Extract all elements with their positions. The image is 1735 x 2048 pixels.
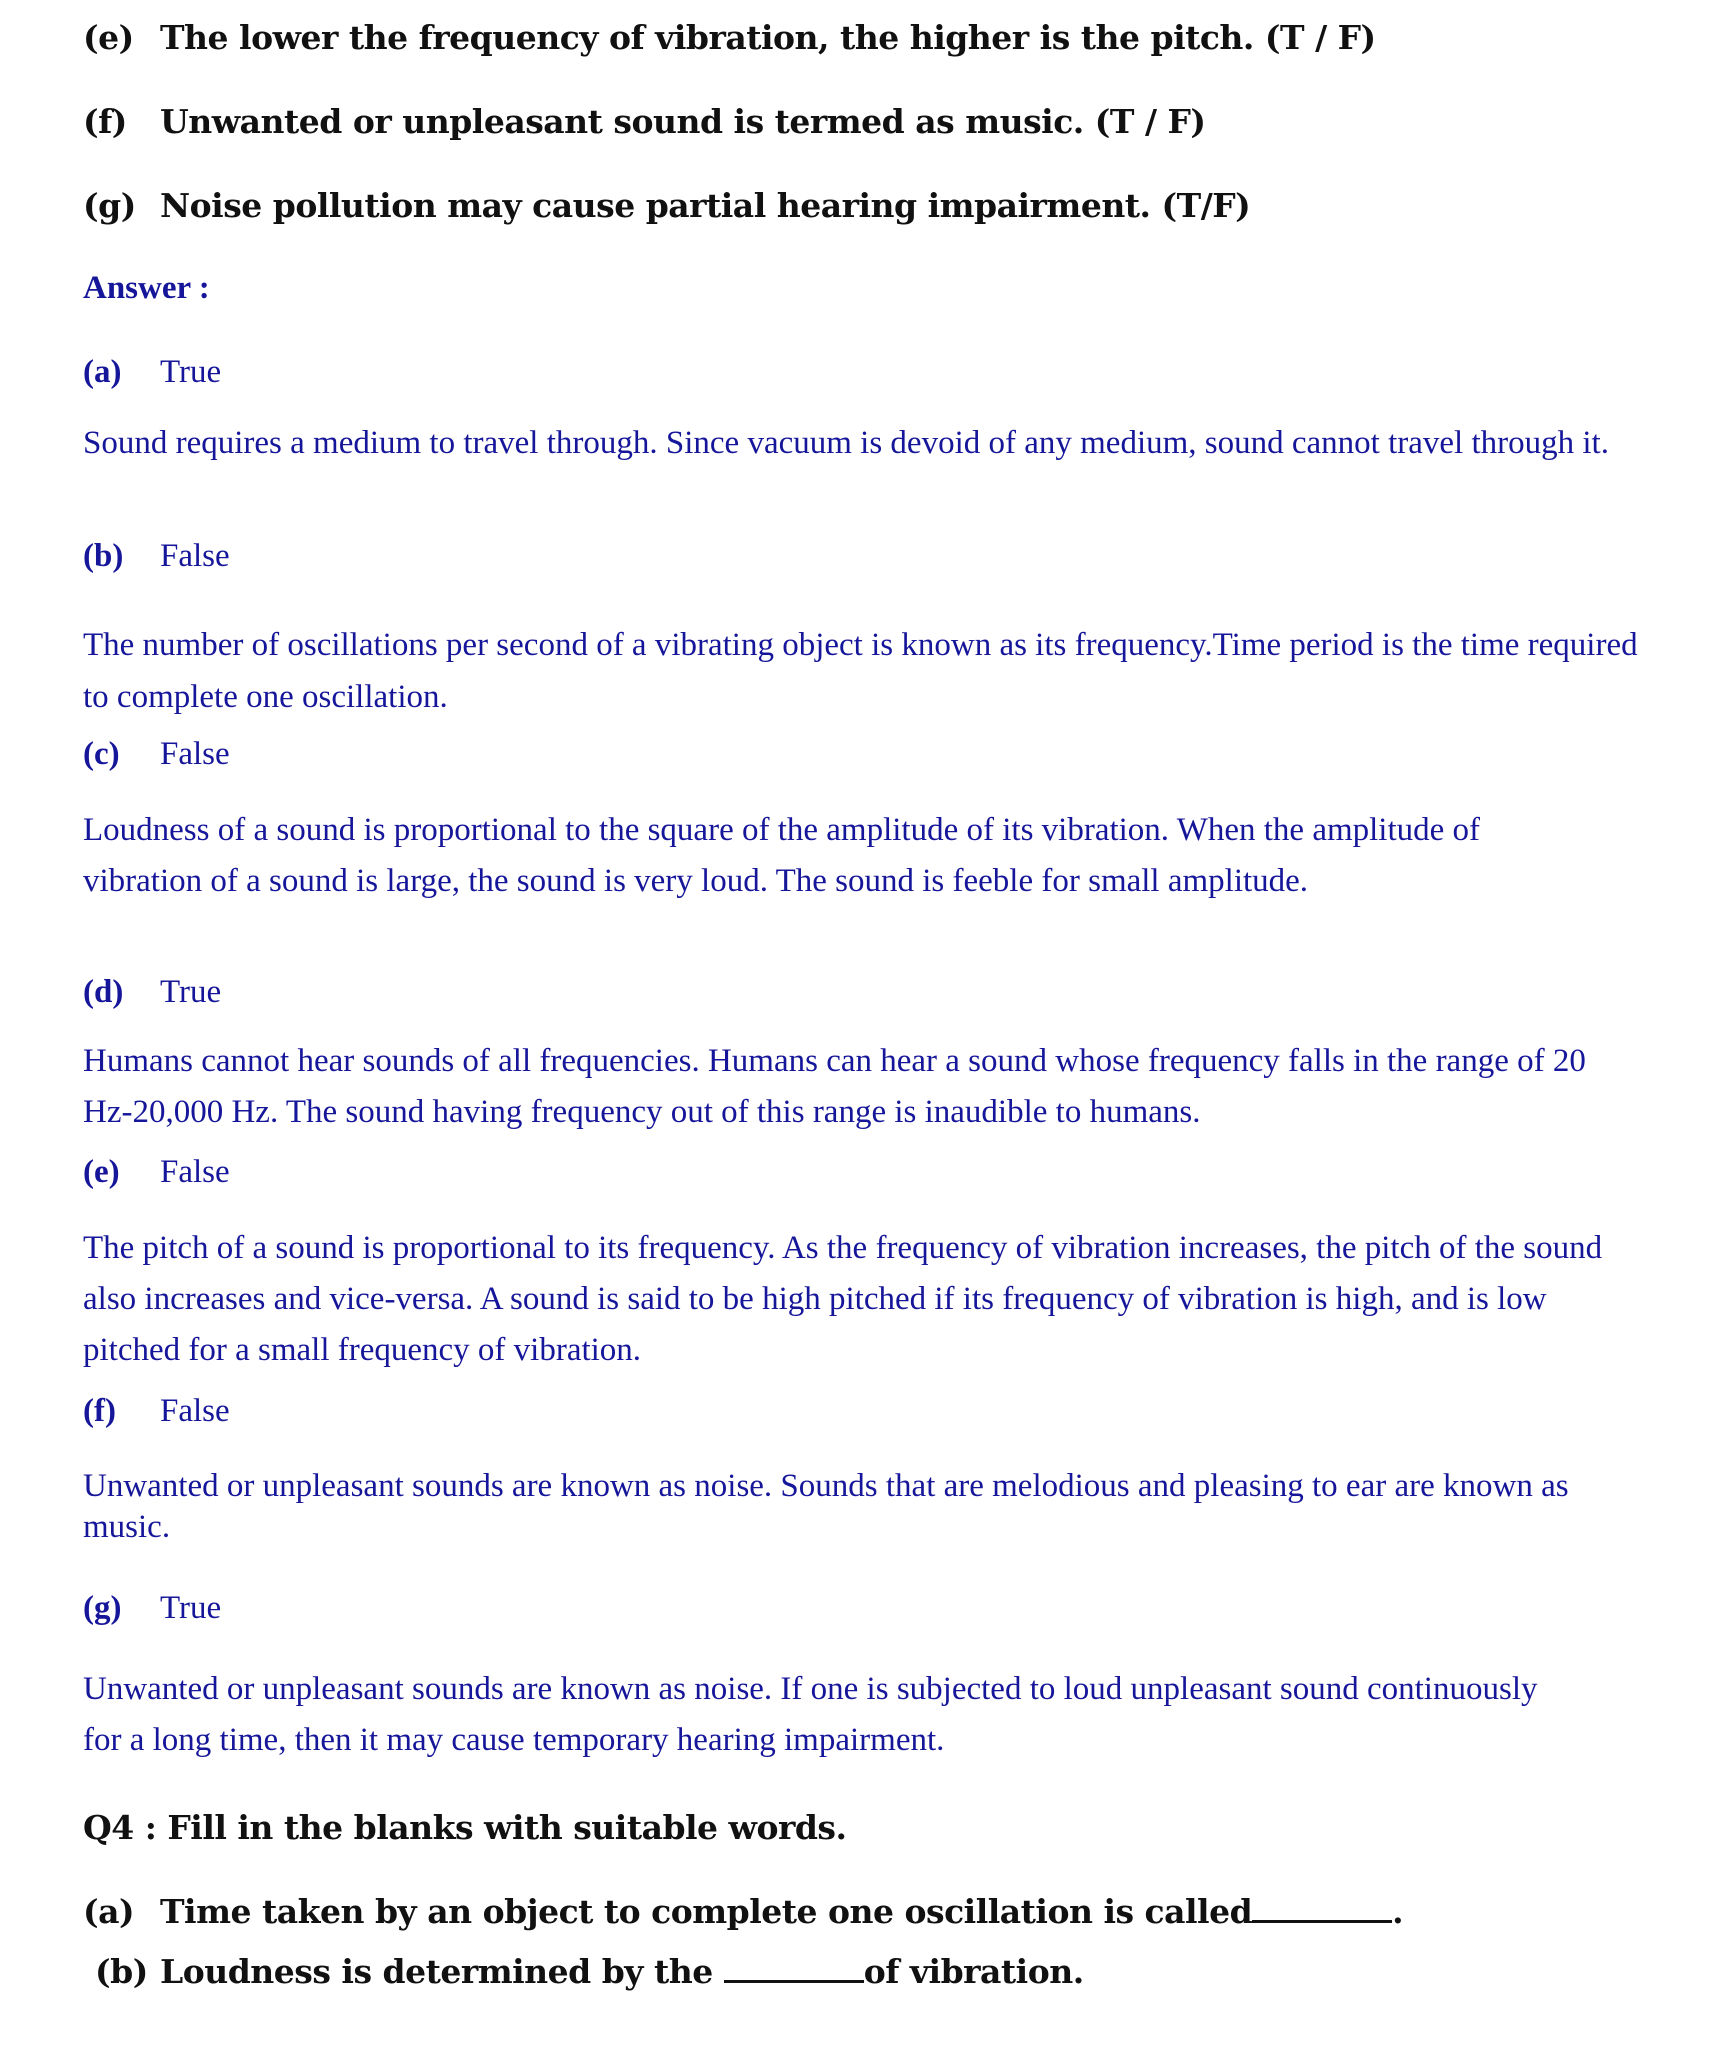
question-label: (g): [83, 186, 136, 225]
question-text: Unwanted or unpleasant sound is termed as music. (T / F): [160, 102, 1206, 141]
answer-label: (d): [83, 974, 124, 1010]
answer-verdict: True: [160, 974, 222, 1010]
question-text-after: of vibration.: [863, 1952, 1084, 1991]
question-text-after: .: [1392, 1892, 1404, 1931]
answer-explanation: Unwanted or unpleasant sounds are known as noise. Sounds that are melodious and pleasing to ear are known as music.: [83, 1468, 1569, 1545]
question-f: [83, 102, 1206, 141]
answer-explanation: Sound requires a medium to travel through. Since vacuum is devoid of any medium, sound cannot travel through it.: [83, 425, 1609, 461]
answer-explanation: Loudness of a sound is proportional to the square of the amplitude of its vibration. When the amplitude of vibration of a sound is large, the sound is very loud. The sound is feeble for small amplitude.: [83, 812, 1481, 899]
answer-explanation: The number of oscillations per second of a vibrating object is known as its frequency.Time period is the time required to complete one oscillation.: [83, 627, 1638, 715]
question-text: The lower the frequency of vibration, the higher is the pitch. (T / F): [160, 18, 1376, 57]
answer-verdict: True: [160, 1590, 222, 1626]
answer-a: [83, 354, 221, 391]
question-text: Noise pollution may cause partial hearing impairment. (T/F): [160, 186, 1251, 225]
answer-explanation: Unwanted or unpleasant sounds are known as noise. If one is subjected to loud unpleasant sound continuously for a long time, then it may cause temporary hearing impairment.: [83, 1671, 1538, 1758]
answer-c: [83, 736, 230, 773]
answer-verdict: False: [160, 1154, 230, 1190]
question-g: [83, 186, 1250, 225]
q4-heading: Q4 : Fill in the blanks with suitable words.: [83, 1808, 847, 1847]
q4-item-b: [95, 1952, 1084, 1991]
answer-label: (c): [83, 736, 120, 772]
answer-label: (b): [83, 538, 124, 574]
answer-verdict: False: [160, 736, 230, 772]
answer-label: (g): [83, 1590, 122, 1626]
question-label: (a): [83, 1892, 135, 1931]
answer-label: (f): [83, 1393, 116, 1429]
answer-label: (e): [83, 1154, 120, 1190]
answer-e: [83, 1154, 230, 1191]
answer-g: [83, 1590, 221, 1627]
answer-f: [83, 1393, 230, 1430]
question-text: Loudness is determined by the: [160, 1952, 724, 1991]
answer-verdict: False: [160, 1393, 230, 1429]
answer-b: [83, 538, 230, 575]
question-text: Time taken by an object to complete one oscillation is called: [160, 1892, 1253, 1931]
question-label: (b): [95, 1952, 148, 1991]
q4-item-a: [83, 1892, 1403, 1931]
answer-explanation: Humans cannot hear sounds of all frequencies. Humans can hear a sound whose frequency falls in the range of 20 Hz-20,000 Hz. The sound having frequency out of this range is inaudible to humans.: [83, 1043, 1586, 1130]
question-e: [83, 18, 1376, 57]
blank-line[interactable]: [1252, 1894, 1392, 1923]
question-label: (e): [83, 18, 134, 57]
answer-heading: Answer :: [83, 270, 210, 306]
answer-label: (a): [83, 354, 122, 390]
answer-verdict: False: [160, 538, 230, 574]
answer-d: [83, 974, 221, 1011]
blank-line[interactable]: [724, 1954, 864, 1983]
answer-verdict: True: [160, 354, 222, 390]
answer-explanation: The pitch of a sound is proportional to its frequency. As the frequency of vibration increases, the pitch of the sound also increases and vice-versa. A sound is said to be high pitched if its frequency of vibration is high, and is low pitched for a small frequency of vibration.: [83, 1230, 1603, 1368]
question-label: (f): [83, 102, 127, 141]
